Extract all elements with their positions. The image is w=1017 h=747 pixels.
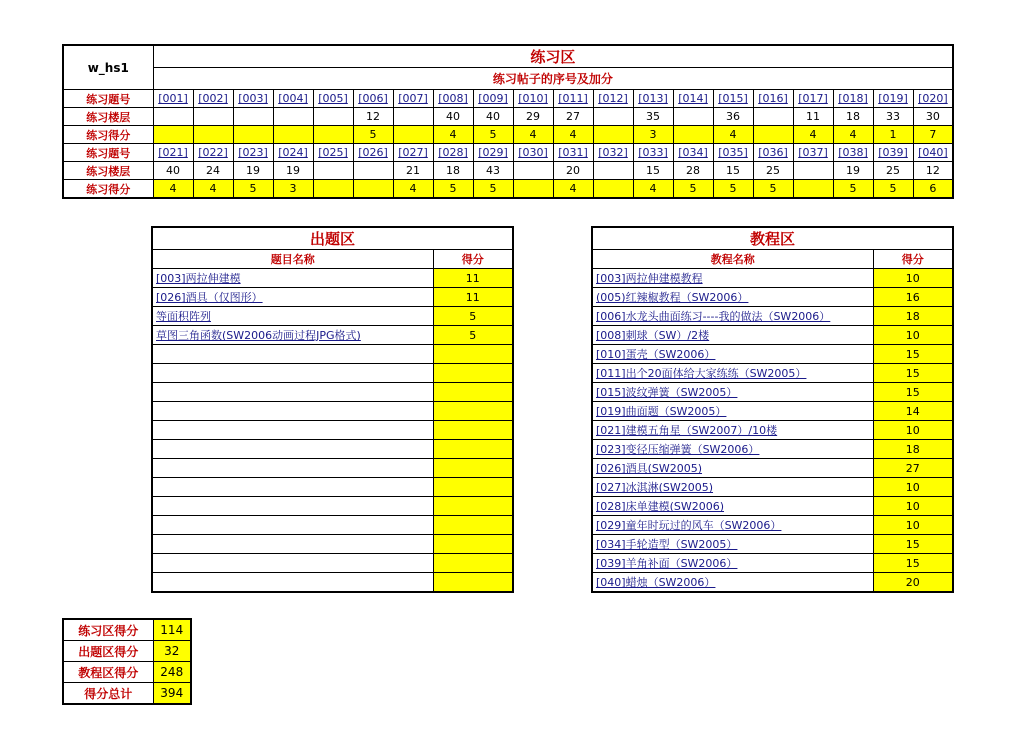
jiaocheng-name-cell[interactable]: [034]手轮造型（SW2005）: [592, 535, 873, 554]
chuti-score-cell[interactable]: 11: [433, 288, 513, 307]
practice-score-cell[interactable]: 4: [193, 180, 233, 199]
practice-num-link[interactable]: [011]: [553, 90, 593, 108]
practice-score-cell[interactable]: 5: [473, 126, 513, 144]
chuti-title: 出题区: [152, 227, 513, 250]
practice-score-cell[interactable]: 5: [873, 180, 913, 199]
practice-num-link[interactable]: [014]: [673, 90, 713, 108]
chuti-name-cell[interactable]: [152, 573, 433, 593]
jiaocheng-name-cell[interactable]: [019]曲面题（SW2005）: [592, 402, 873, 421]
jiaocheng-score-cell[interactable]: 15: [873, 554, 953, 573]
practice-score-cell[interactable]: [593, 180, 633, 199]
practice-floor-cell[interactable]: 12: [353, 108, 393, 126]
practice-subtitle: 练习帖子的序号及加分: [153, 68, 953, 90]
chuti-score-cell[interactable]: [433, 364, 513, 383]
chuti-row: [152, 478, 513, 497]
practice-score-cell[interactable]: 5: [753, 180, 793, 199]
practice-floor-cell[interactable]: 33: [873, 108, 913, 126]
practice-floor-cell[interactable]: 20: [553, 162, 593, 180]
practice-floor-cell[interactable]: 19: [273, 162, 313, 180]
jiaocheng-score-cell[interactable]: 15: [873, 383, 953, 402]
practice-table: [62, 44, 954, 199]
practice-num-link[interactable]: [026]: [353, 144, 393, 162]
chuti-col-score: 得分: [433, 250, 513, 269]
practice-score-cell[interactable]: 4: [433, 126, 473, 144]
practice-score-cell[interactable]: 4: [393, 180, 433, 199]
chuti-score-cell[interactable]: [433, 554, 513, 573]
practice-num-link[interactable]: [009]: [473, 90, 513, 108]
practice-num-link[interactable]: [030]: [513, 144, 553, 162]
chuti-score-cell[interactable]: 11: [433, 269, 513, 288]
practice-num-link[interactable]: [024]: [273, 144, 313, 162]
chuti-name-cell[interactable]: 草图三角函数(SW2006动画过程JPG格式): [152, 326, 433, 345]
practice-num-link[interactable]: [037]: [793, 144, 833, 162]
practice-floor-cell[interactable]: 18: [433, 162, 473, 180]
practice-title: 练习区: [153, 45, 953, 68]
practice-num-link[interactable]: [028]: [433, 144, 473, 162]
jiaocheng-score-cell[interactable]: 15: [873, 364, 953, 383]
summary-row: [63, 641, 191, 662]
practice-score-cell[interactable]: 4: [553, 180, 593, 199]
practice-floor-cell[interactable]: [313, 108, 353, 126]
jiaocheng-row: [592, 554, 953, 573]
chuti-name-cell[interactable]: [152, 478, 433, 497]
chuti-row: [152, 554, 513, 573]
chuti-name-cell[interactable]: [152, 554, 433, 573]
chuti-name-cell[interactable]: [152, 459, 433, 478]
practice-floor-cell[interactable]: 19: [833, 162, 873, 180]
jiaocheng-row: [592, 535, 953, 554]
practice-score-cell[interactable]: 5: [833, 180, 873, 199]
practice-score-cell[interactable]: 4: [633, 180, 673, 199]
jiaocheng-score-cell[interactable]: 18: [873, 307, 953, 326]
chuti-score-cell[interactable]: 5: [433, 326, 513, 345]
practice-floor-cell[interactable]: [513, 162, 553, 180]
chuti-score-cell[interactable]: [433, 440, 513, 459]
jiaocheng-name-cell[interactable]: [003]两拉伸建模教程: [592, 269, 873, 288]
row-label-score: 练习得分: [63, 180, 153, 199]
jiaocheng-name-cell[interactable]: [006]水龙头曲面练习----我的做法（SW2006）: [592, 307, 873, 326]
jiaocheng-score-cell[interactable]: 10: [873, 478, 953, 497]
practice-num-link[interactable]: [007]: [393, 90, 433, 108]
practice-floor-cell[interactable]: [593, 162, 633, 180]
practice-num-link[interactable]: [020]: [913, 90, 953, 108]
summary-table: [62, 618, 192, 705]
practice-num-link[interactable]: [001]: [153, 90, 193, 108]
practice-score-cell[interactable]: 1: [873, 126, 913, 144]
practice-score-cell[interactable]: [313, 180, 353, 199]
jiaocheng-row: [592, 364, 953, 383]
practice-num-link[interactable]: [040]: [913, 144, 953, 162]
jiaocheng-row: [592, 440, 953, 459]
chuti-name-cell[interactable]: [152, 402, 433, 421]
chuti-row: [152, 421, 513, 440]
chuti-row: [152, 516, 513, 535]
chuti-name-cell[interactable]: [152, 345, 433, 364]
practice-num-link[interactable]: [015]: [713, 90, 753, 108]
practice-num-link[interactable]: [017]: [793, 90, 833, 108]
summary-label: 练习区得分: [63, 619, 153, 641]
jiaocheng-row: [592, 307, 953, 326]
practice-num-link[interactable]: [025]: [313, 144, 353, 162]
row-label-num: 练习题号: [63, 90, 153, 108]
practice-num-link[interactable]: [035]: [713, 144, 753, 162]
jiaocheng-name-cell[interactable]: [015]波纹弹簧（SW2005）: [592, 383, 873, 402]
chuti-name-cell[interactable]: [003]两拉伸建模: [152, 269, 433, 288]
practice-score-cell[interactable]: 4: [153, 180, 193, 199]
chuti-row: [152, 383, 513, 402]
practice-num-link[interactable]: [004]: [273, 90, 313, 108]
jiaocheng-name-cell[interactable]: [026]酒具(SW2005): [592, 459, 873, 478]
practice-num-link[interactable]: [031]: [553, 144, 593, 162]
practice-floor-cell[interactable]: [233, 108, 273, 126]
chuti-row: [152, 440, 513, 459]
summary-value[interactable]: 394: [153, 683, 191, 705]
jiaocheng-row: [592, 478, 953, 497]
practice-floor-cell[interactable]: 21: [393, 162, 433, 180]
practice-floor-cell[interactable]: 25: [873, 162, 913, 180]
chuti-row: [152, 269, 513, 288]
practice-num-link[interactable]: [027]: [393, 144, 433, 162]
practice-floor-row: [63, 162, 953, 180]
chuti-row: [152, 307, 513, 326]
practice-floor-cell[interactable]: 15: [713, 162, 753, 180]
practice-score-cell[interactable]: [513, 180, 553, 199]
chuti-row: [152, 288, 513, 307]
practice-score-row: [63, 180, 953, 199]
summary-value[interactable]: 114: [153, 619, 191, 641]
practice-floor-cell[interactable]: 40: [433, 108, 473, 126]
practice-num-link[interactable]: [036]: [753, 144, 793, 162]
jiaocheng-name-cell[interactable]: [010]蛋壳（SW2006）: [592, 345, 873, 364]
practice-floor-cell[interactable]: 12: [913, 162, 953, 180]
jiaocheng-score-cell[interactable]: 14: [873, 402, 953, 421]
practice-floor-cell[interactable]: [753, 108, 793, 126]
chuti-name-cell[interactable]: [152, 497, 433, 516]
chuti-score-cell[interactable]: [433, 478, 513, 497]
practice-floor-cell[interactable]: 35: [633, 108, 673, 126]
practice-score-cell[interactable]: 7: [913, 126, 953, 144]
chuti-row: [152, 402, 513, 421]
jiaocheng-row: [592, 288, 953, 307]
practice-floor-cell[interactable]: [393, 108, 433, 126]
chuti-name-cell[interactable]: [026]酒具（仅图形）: [152, 288, 433, 307]
practice-floor-cell[interactable]: [193, 108, 233, 126]
jiaocheng-name-cell[interactable]: [008]刺球（SW）/2楼: [592, 326, 873, 345]
practice-floor-cell[interactable]: [793, 162, 833, 180]
jiaocheng-title: 教程区: [592, 227, 953, 250]
summary-value[interactable]: 32: [153, 641, 191, 662]
summary-row: [63, 619, 191, 641]
practice-floor-cell[interactable]: [673, 108, 713, 126]
chuti-name-cell[interactable]: [152, 421, 433, 440]
practice-num-link[interactable]: [032]: [593, 144, 633, 162]
practice-num-link[interactable]: [029]: [473, 144, 513, 162]
jiaocheng-col-name: 教程名称: [592, 250, 873, 269]
jiaocheng-row: [592, 497, 953, 516]
practice-score-cell[interactable]: [793, 180, 833, 199]
practice-score-cell[interactable]: 5: [433, 180, 473, 199]
practice-score-cell[interactable]: 6: [913, 180, 953, 199]
chuti-score-cell[interactable]: [433, 459, 513, 478]
chuti-name-cell[interactable]: 等面积阵列: [152, 307, 433, 326]
practice-score-cell[interactable]: 4: [713, 126, 753, 144]
practice-floor-cell[interactable]: 11: [793, 108, 833, 126]
jiaocheng-name-cell[interactable]: (005)红辣椒教程（SW2006）: [592, 288, 873, 307]
practice-num-link[interactable]: [005]: [313, 90, 353, 108]
practice-score-cell[interactable]: 4: [833, 126, 873, 144]
practice-score-cell[interactable]: 3: [273, 180, 313, 199]
jiaocheng-row: [592, 383, 953, 402]
practice-floor-cell[interactable]: 18: [833, 108, 873, 126]
practice-floor-cell[interactable]: [593, 108, 633, 126]
chuti-name-cell[interactable]: [152, 516, 433, 535]
jiaocheng-name-cell[interactable]: [040]蜡烛（SW2006）: [592, 573, 873, 593]
chuti-row: [152, 573, 513, 593]
practice-num-link[interactable]: [038]: [833, 144, 873, 162]
practice-num-link[interactable]: [012]: [593, 90, 633, 108]
practice-floor-cell[interactable]: [153, 108, 193, 126]
practice-score-cell[interactable]: 5: [673, 180, 713, 199]
chuti-row: [152, 497, 513, 516]
chuti-col-name: 题目名称: [152, 250, 433, 269]
practice-score-cell[interactable]: 5: [233, 180, 273, 199]
practice-num-link[interactable]: [006]: [353, 90, 393, 108]
summary-label: 得分总计: [63, 683, 153, 705]
practice-score-cell[interactable]: [753, 126, 793, 144]
jiaocheng-score-cell[interactable]: 10: [873, 516, 953, 535]
practice-score-cell[interactable]: [353, 180, 393, 199]
practice-num-link[interactable]: [022]: [193, 144, 233, 162]
jiaocheng-name-cell[interactable]: [011]出个20面体给大家练练（SW2005）: [592, 364, 873, 383]
row-label-num: 练习题号: [63, 144, 153, 162]
practice-num-link[interactable]: [018]: [833, 90, 873, 108]
practice-floor-cell[interactable]: [313, 162, 353, 180]
chuti-score-cell[interactable]: [433, 497, 513, 516]
jiaocheng-score-cell[interactable]: 15: [873, 535, 953, 554]
practice-score-row: [63, 126, 953, 144]
jiaocheng-score-cell[interactable]: 27: [873, 459, 953, 478]
practice-score-cell[interactable]: [273, 126, 313, 144]
practice-num-link[interactable]: [013]: [633, 90, 673, 108]
practice-score-cell[interactable]: [673, 126, 713, 144]
jiaocheng-row: [592, 402, 953, 421]
practice-floor-cell[interactable]: [273, 108, 313, 126]
row-label-floor: 练习楼层: [63, 162, 153, 180]
summary-row: [63, 683, 191, 705]
jiaocheng-score-cell[interactable]: 10: [873, 269, 953, 288]
practice-floor-cell[interactable]: 28: [673, 162, 713, 180]
practice-score-cell[interactable]: [233, 126, 273, 144]
chuti-row: [152, 535, 513, 554]
chuti-score-cell[interactable]: [433, 383, 513, 402]
chuti-row: [152, 326, 513, 345]
practice-num-link[interactable]: [010]: [513, 90, 553, 108]
practice-num-link[interactable]: [039]: [873, 144, 913, 162]
row-label-score: 练习得分: [63, 126, 153, 144]
practice-score-cell[interactable]: 3: [633, 126, 673, 144]
practice-floor-cell[interactable]: 36: [713, 108, 753, 126]
practice-score-cell[interactable]: [153, 126, 193, 144]
practice-floor-cell[interactable]: 40: [153, 162, 193, 180]
summary-row: [63, 662, 191, 683]
practice-num-link[interactable]: [008]: [433, 90, 473, 108]
chuti-table: [151, 226, 514, 593]
practice-score-cell[interactable]: 5: [353, 126, 393, 144]
jiaocheng-name-cell[interactable]: [023]变径压缩弹簧（SW2006）: [592, 440, 873, 459]
jiaocheng-name-cell[interactable]: [039]羊角补面（SW2006）: [592, 554, 873, 573]
summary-label: 出题区得分: [63, 641, 153, 662]
jiaocheng-score-cell[interactable]: 10: [873, 497, 953, 516]
chuti-name-cell[interactable]: [152, 440, 433, 459]
practice-floor-cell[interactable]: 24: [193, 162, 233, 180]
practice-num-row: [63, 90, 953, 108]
practice-floor-cell[interactable]: 19: [233, 162, 273, 180]
practice-floor-cell[interactable]: 15: [633, 162, 673, 180]
jiaocheng-row: [592, 269, 953, 288]
chuti-name-cell[interactable]: [152, 364, 433, 383]
jiaocheng-name-cell[interactable]: [027]冰淇淋(SW2005): [592, 478, 873, 497]
chuti-score-cell[interactable]: [433, 573, 513, 593]
chuti-score-cell[interactable]: [433, 345, 513, 364]
practice-floor-cell[interactable]: 30: [913, 108, 953, 126]
practice-num-row: [63, 144, 953, 162]
jiaocheng-row: [592, 573, 953, 593]
practice-score-cell[interactable]: [313, 126, 353, 144]
chuti-score-cell[interactable]: [433, 516, 513, 535]
practice-floor-cell[interactable]: 40: [473, 108, 513, 126]
summary-value[interactable]: 248: [153, 662, 191, 683]
jiaocheng-row: [592, 459, 953, 478]
jiaocheng-score-cell[interactable]: 10: [873, 326, 953, 345]
chuti-row: [152, 459, 513, 478]
practice-num-link[interactable]: [021]: [153, 144, 193, 162]
practice-score-cell[interactable]: 4: [793, 126, 833, 144]
practice-num-link[interactable]: [019]: [873, 90, 913, 108]
jiaocheng-row: [592, 516, 953, 535]
practice-floor-cell[interactable]: 27: [553, 108, 593, 126]
jiaocheng-row: [592, 345, 953, 364]
summary-label: 教程区得分: [63, 662, 153, 683]
jiaocheng-row: [592, 326, 953, 345]
jiaocheng-name-cell[interactable]: [021]建模五角星（SW2007）/10楼: [592, 421, 873, 440]
jiaocheng-score-cell[interactable]: 10: [873, 421, 953, 440]
jiaocheng-score-cell[interactable]: 18: [873, 440, 953, 459]
jiaocheng-col-score: 得分: [873, 250, 953, 269]
chuti-score-cell[interactable]: 5: [433, 307, 513, 326]
practice-num-link[interactable]: [023]: [233, 144, 273, 162]
jiaocheng-row: [592, 421, 953, 440]
practice-num-link[interactable]: [033]: [633, 144, 673, 162]
chuti-score-cell[interactable]: [433, 535, 513, 554]
practice-floor-cell[interactable]: 29: [513, 108, 553, 126]
chuti-name-cell[interactable]: [152, 383, 433, 402]
chuti-row: [152, 345, 513, 364]
practice-score-cell[interactable]: [393, 126, 433, 144]
practice-score-cell[interactable]: [593, 126, 633, 144]
sheet-name: w_hs1: [63, 45, 153, 90]
jiaocheng-name-cell[interactable]: [029]童年时玩过的风车（SW2006）: [592, 516, 873, 535]
practice-score-cell[interactable]: 4: [553, 126, 593, 144]
jiaocheng-score-cell[interactable]: 20: [873, 573, 953, 593]
chuti-name-cell[interactable]: [152, 535, 433, 554]
practice-floor-cell[interactable]: [353, 162, 393, 180]
practice-num-link[interactable]: [003]: [233, 90, 273, 108]
practice-num-link[interactable]: [016]: [753, 90, 793, 108]
row-label-floor: 练习楼层: [63, 108, 153, 126]
practice-floor-cell[interactable]: 25: [753, 162, 793, 180]
jiaocheng-score-cell[interactable]: 15: [873, 345, 953, 364]
practice-num-link[interactable]: [034]: [673, 144, 713, 162]
jiaocheng-score-cell[interactable]: 16: [873, 288, 953, 307]
chuti-score-cell[interactable]: [433, 421, 513, 440]
practice-score-cell[interactable]: 5: [713, 180, 753, 199]
practice-score-cell[interactable]: [193, 126, 233, 144]
jiaocheng-table: [591, 226, 954, 593]
practice-floor-cell[interactable]: 43: [473, 162, 513, 180]
chuti-row: [152, 364, 513, 383]
practice-score-cell[interactable]: 5: [473, 180, 513, 199]
practice-num-link[interactable]: [002]: [193, 90, 233, 108]
chuti-score-cell[interactable]: [433, 402, 513, 421]
practice-score-cell[interactable]: 4: [513, 126, 553, 144]
jiaocheng-name-cell[interactable]: [028]床单建模(SW2006): [592, 497, 873, 516]
practice-floor-row: [63, 108, 953, 126]
